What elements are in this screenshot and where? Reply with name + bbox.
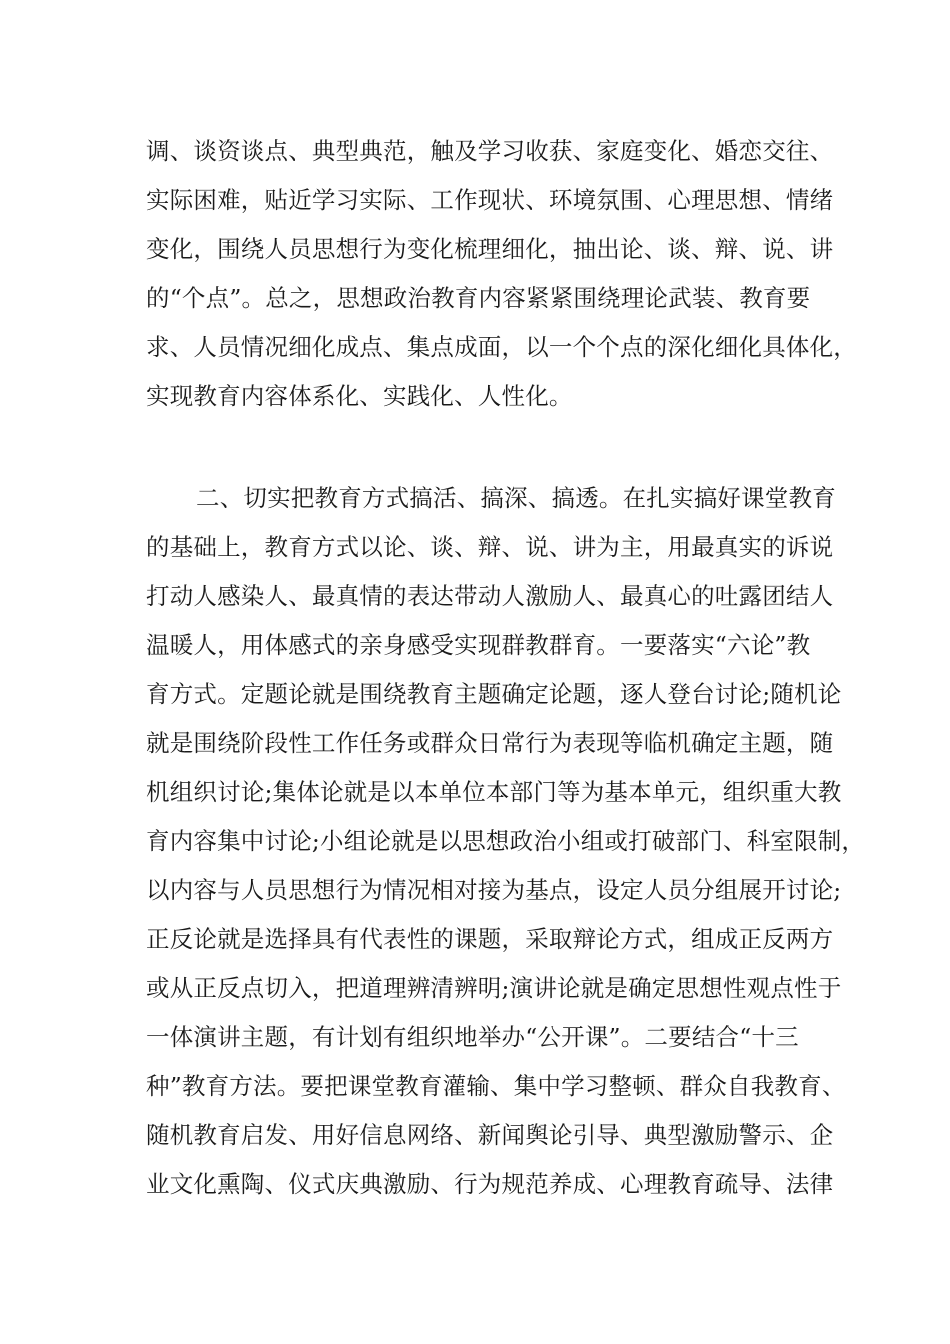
paragraph-1-line: 变化，围绕人员思想行为变化梳理细化，抽出论、谈、辩、说、讲 <box>146 235 834 263</box>
paragraph-2-line: 二、切实把教育方式搞活、搞深、搞透。在扎实搞好课堂教育 <box>196 484 836 512</box>
paragraph-1-line: 调、谈资谈点、典型典范，触及学习收获、家庭变化、婚恋交往、 <box>146 137 834 165</box>
paragraph-2-line: 温暖人，用体感式的亲身感受实现群教群育。一要落实“六论”教 <box>146 631 811 659</box>
paragraph-2-line: 机组织讨论;集体论就是以本单位本部门等为基本单元，组织重大教 <box>146 778 842 806</box>
paragraph-2-line: 种”教育方法。要把课堂教育灌输、集中学习整顿、群众自我教育、 <box>146 1072 846 1100</box>
paragraph-1-line: 求、人员情况细化成点、集点成面，以一个个点的深化细化具体化， <box>146 333 857 361</box>
paragraph-2-line: 的基础上，教育方式以论、谈、辩、说、讲为主，用最真实的诉说 <box>146 533 834 561</box>
paragraph-2-line: 育方式。定题论就是围绕教育主题确定论题，逐人登台讨论;随机论 <box>146 680 842 708</box>
paragraph-2-line: 以内容与人员思想行为情况相对接为基点，设定人员分组展开讨论; <box>146 876 842 904</box>
paragraph-2-line: 打动人感染人、最真情的表达带动人激励人、最真心的吐露团结人 <box>146 582 834 610</box>
paragraph-2-line: 一体演讲主题，有计划有组织地举办“公开课”。二要结合“十三 <box>146 1023 799 1051</box>
paragraph-1-line: 实现教育内容体系化、实践化、人性化。 <box>146 382 573 410</box>
paragraph-2-line: 就是围绕阶段性工作任务或群众日常行为表现等临机确定主题，随 <box>146 729 834 757</box>
paragraph-1-line: 实际困难，贴近学习实际、工作现状、环境氛围、心理思想、情绪 <box>146 186 834 214</box>
paragraph-2-line: 正反论就是选择具有代表性的课题，采取辩论方式，组成正反两方 <box>146 925 834 953</box>
paragraph-2-line: 随机教育启发、用好信息网络、新闻舆论引导、典型激励警示、企 <box>146 1121 834 1149</box>
paragraph-2-line: 育内容集中讨论;小组论就是以思想政治小组或打破部门、科室限制， <box>146 827 866 855</box>
paragraph-2-line: 或从正反点切入，把道理辨清辨明;演讲论就是确定思想性观点性于 <box>146 974 842 1002</box>
paragraph-1-line: 的“个点”。总之，思想政治教育内容紧紧围绕理论武装、教育要 <box>146 284 811 312</box>
paragraph-2-line: 业文化熏陶、仪式庆典激励、行为规范养成、心理教育疏导、法律 <box>146 1170 834 1198</box>
